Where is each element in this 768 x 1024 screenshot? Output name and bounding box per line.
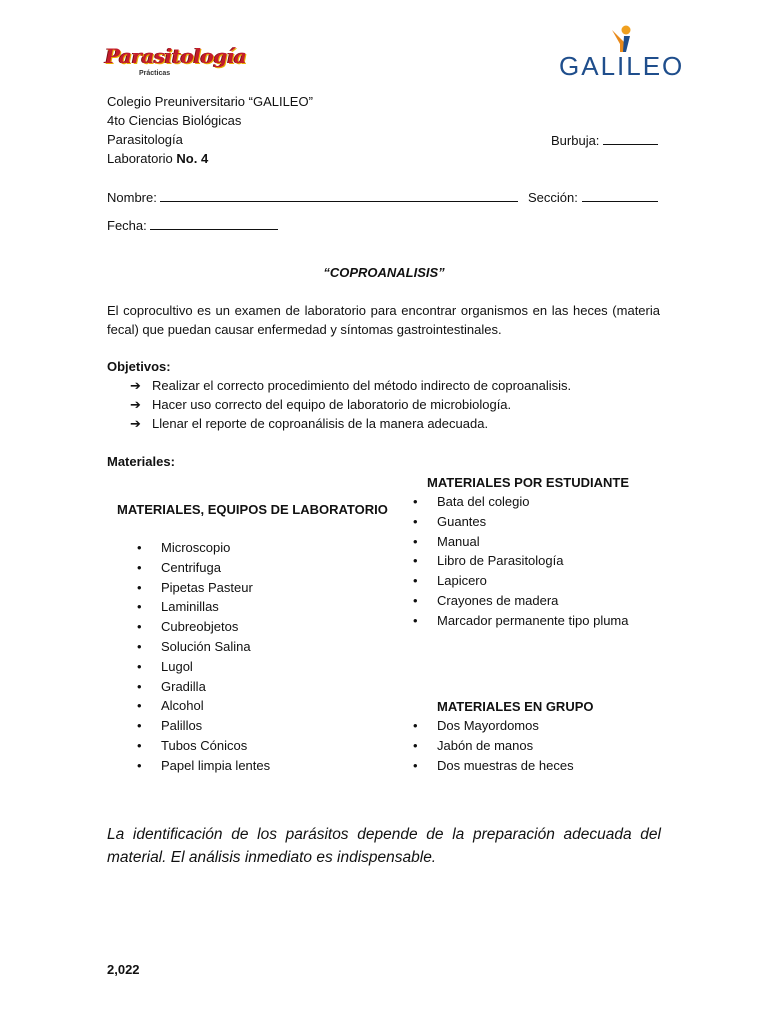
- objective-item: [130, 414, 488, 433]
- arrow-right-icon: ➔: [130, 397, 141, 412]
- group-materials-list: [413, 716, 574, 775]
- parasitologia-logo: [105, 44, 247, 84]
- school-name: Colegio Preuniversitario “GALILEO”: [107, 94, 313, 109]
- bullet-icon: •: [137, 619, 142, 635]
- list-item: • Manual: [437, 532, 629, 552]
- student-materials-heading: MATERIALES POR ESTUDIANTE: [427, 475, 629, 490]
- bullet-icon: •: [137, 559, 142, 575]
- name-label: Nombre:: [107, 190, 157, 205]
- arrow-right-icon: ➔: [130, 416, 141, 431]
- date-input-line[interactable]: [150, 215, 278, 230]
- bullet-icon: •: [413, 513, 418, 529]
- subject: Parasitología: [107, 132, 183, 147]
- list-item: • Lapicero: [437, 571, 629, 591]
- list-item: • Papel limpia lentes: [161, 756, 270, 776]
- bubble-field: [551, 130, 658, 150]
- intro-paragraph: El coprocultivo es un examen de laboratorio para encontrar organismos en las heces (materia fecal) que puedan causar enfermedad y síntomas gastrointestinales.: [107, 303, 660, 337]
- bullet-icon: •: [413, 573, 418, 589]
- name-field: [107, 187, 518, 207]
- list-item: • Palillos: [161, 716, 270, 736]
- list-item: • Solución Salina: [161, 637, 270, 657]
- arrow-right-icon: ➔: [130, 378, 141, 393]
- bullet-icon: •: [137, 678, 142, 694]
- list-item: • Jabón de manos: [437, 736, 574, 756]
- lab-materials-heading: MATERIALES, EQUIPOS DE LABORATORIO: [117, 502, 388, 517]
- list-item: • Alcohol: [161, 696, 270, 716]
- objectives-heading: Objetivos:: [107, 359, 171, 374]
- bubble-input-line[interactable]: [603, 130, 658, 145]
- bullet-icon: •: [413, 737, 418, 753]
- objective-text: Realizar el correcto procedimiento del método indirecto de coproanalisis.: [152, 378, 572, 393]
- bullet-icon: •: [413, 612, 418, 628]
- objective-item: [130, 395, 511, 414]
- objective-text: Llenar el reporte de coproanálisis de la manera adecuada.: [152, 416, 489, 431]
- lab-number-value: No. 4: [176, 151, 209, 166]
- objective-item: [130, 376, 571, 395]
- closing-note: La identificación de los parásitos depende de la preparación adecuada del material. El análisis inmediato es indispensable.: [107, 826, 661, 866]
- lab-prefix: Laboratorio: [107, 151, 177, 166]
- footer-year: 2,022: [107, 962, 140, 977]
- bullet-icon: •: [137, 698, 142, 714]
- list-item: • Bata del colegio: [437, 492, 629, 512]
- objective-text: Hacer uso correcto del equipo de laboratorio de microbiología.: [152, 397, 512, 412]
- galileo-logo-text: GALILEO: [559, 51, 685, 81]
- section-label: Sección:: [528, 190, 578, 205]
- name-input-line[interactable]: [160, 187, 518, 202]
- section-input-line[interactable]: [582, 187, 658, 202]
- list-item: • Dos Mayordomos: [437, 716, 574, 736]
- list-item: • Guantes: [437, 512, 629, 532]
- date-field: [107, 215, 278, 235]
- bullet-icon: •: [137, 638, 142, 654]
- list-item: • Laminillas: [161, 597, 270, 617]
- student-materials-list: [413, 492, 629, 631]
- section-field: [528, 187, 658, 207]
- list-item: • Libro de Parasitología: [437, 551, 629, 571]
- list-item: • Tubos Cónicos: [161, 736, 270, 756]
- list-item: • Pipetas Pasteur: [161, 578, 270, 598]
- logo-text: Parasitología: [105, 44, 247, 68]
- galileo-figure-icon: [606, 24, 636, 52]
- galileo-logo: [556, 24, 685, 81]
- logo-subtext: Prácticas: [139, 70, 171, 77]
- lab-number: [107, 149, 208, 168]
- bullet-icon: •: [137, 757, 142, 773]
- lab-materials-list: [137, 538, 271, 776]
- bullet-icon: •: [413, 494, 418, 509]
- bullet-icon: •: [413, 718, 418, 733]
- date-label: Fecha:: [107, 218, 147, 233]
- materials-heading: Materiales:: [107, 454, 175, 469]
- group-materials-heading: MATERIALES EN GRUPO: [437, 699, 594, 714]
- bullet-icon: •: [137, 540, 142, 555]
- bullet-icon: •: [137, 737, 142, 753]
- bullet-icon: •: [137, 599, 142, 615]
- list-item: • Centrifuga: [161, 558, 270, 578]
- bullet-icon: •: [137, 579, 142, 595]
- bullet-icon: •: [137, 658, 142, 674]
- list-item: • Marcador permanente tipo pluma: [437, 611, 629, 631]
- document-title: “COPROANALISIS”: [323, 265, 445, 280]
- list-item: • Gradilla: [161, 677, 270, 697]
- bullet-icon: •: [413, 757, 418, 773]
- grade: 4to Ciencias Biológicas: [107, 113, 242, 128]
- bullet-icon: •: [413, 553, 418, 569]
- list-item: • Microscopio: [161, 538, 270, 558]
- bullet-icon: •: [413, 592, 418, 608]
- list-item: • Crayones de madera: [437, 591, 629, 611]
- list-item: • Cubreobjetos: [161, 617, 270, 637]
- list-item: • Lugol: [161, 657, 270, 677]
- bubble-label: Burbuja:: [551, 133, 600, 148]
- bullet-icon: •: [413, 533, 418, 549]
- list-item: • Dos muestras de heces: [437, 756, 574, 776]
- bullet-icon: •: [137, 718, 142, 734]
